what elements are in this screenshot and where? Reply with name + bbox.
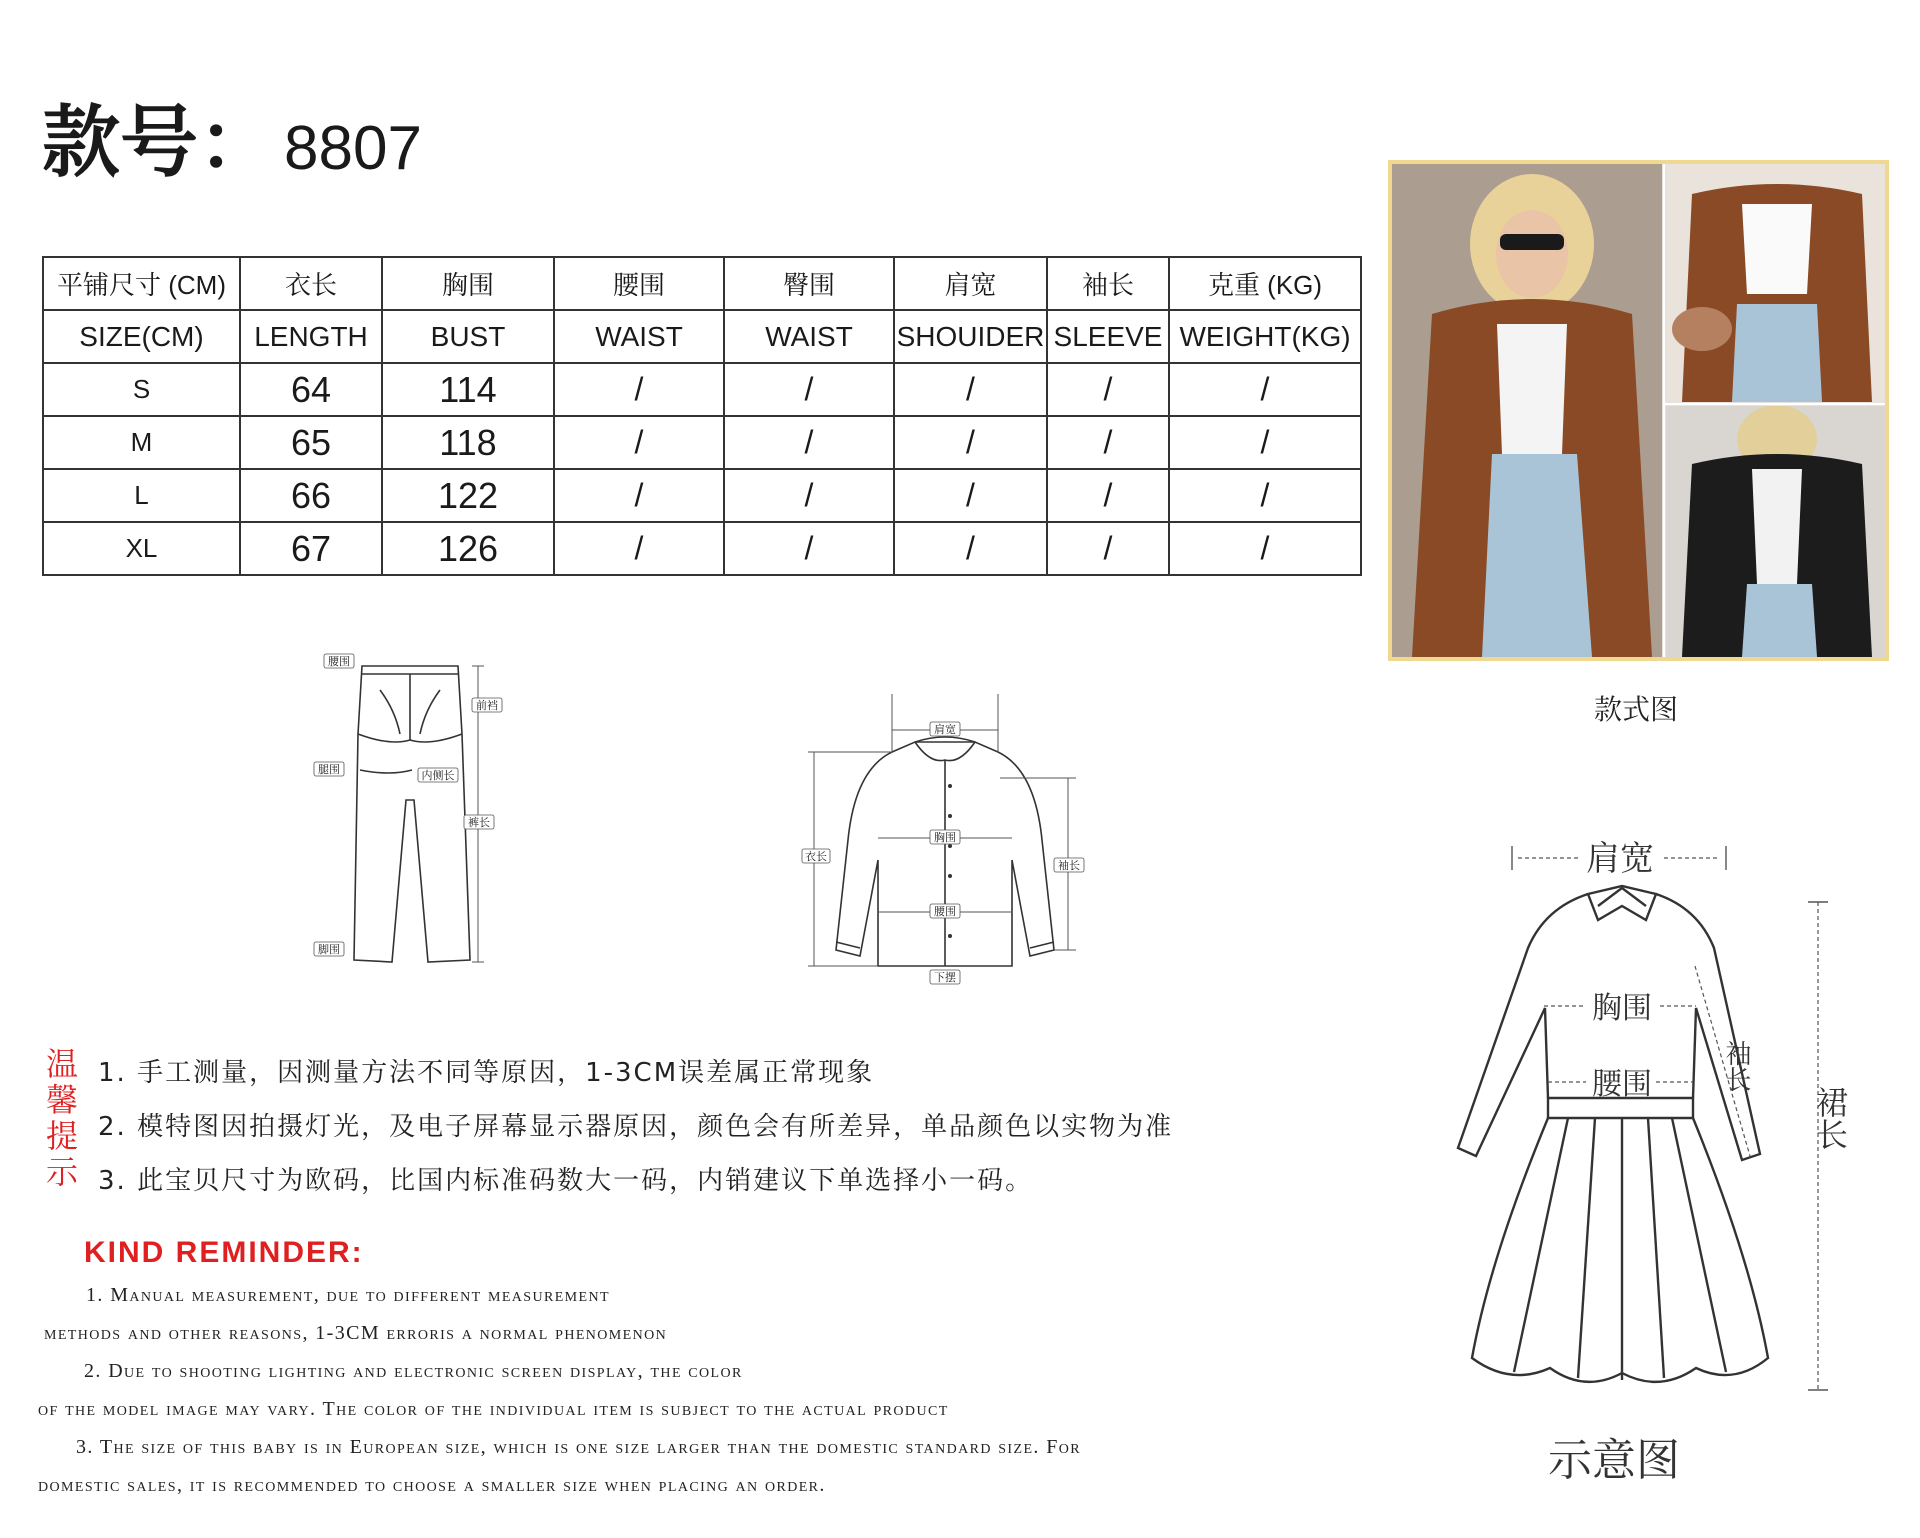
table-row: [43, 469, 1361, 522]
table-cell: /: [554, 416, 724, 469]
table-cell: /: [724, 522, 894, 575]
dress-label-sleeve: 袖长: [1721, 1040, 1751, 1092]
header-cell: WAIST: [724, 310, 894, 363]
size-cell: XL: [43, 522, 240, 575]
svg-text:肩宽: 肩宽: [934, 723, 956, 736]
table-cell: /: [894, 416, 1047, 469]
svg-text:脚围: 脚围: [318, 943, 340, 956]
table-row: [43, 416, 1361, 469]
model-photo-illustration: [1392, 164, 1885, 657]
svg-text:腰围: 腰围: [328, 655, 350, 668]
svg-text:内侧长: 内侧长: [421, 769, 455, 782]
reminder-cn-line: 1. 手工测量，因测量方法不同等原因，1-3CM误差属正常现象: [98, 1058, 875, 1088]
dress-label-length: 裙长: [1811, 1086, 1849, 1150]
shirt-label-bust: [930, 830, 960, 844]
shirt-label-shoulder: [930, 722, 960, 736]
warm-tip-char: 示: [45, 1153, 78, 1191]
pants-label-thigh: [314, 762, 344, 776]
header-cell: 平铺尺寸 (CM): [43, 257, 240, 310]
table-cell: 126: [382, 522, 554, 575]
svg-text:胸围: 胸围: [934, 831, 956, 844]
style-number-title: [42, 80, 422, 192]
header-cell: WEIGHT(KG): [1169, 310, 1361, 363]
svg-text:裤长: 裤长: [468, 816, 490, 829]
table-cell: /: [894, 363, 1047, 416]
shirt-label-hem: [930, 970, 960, 984]
header-cell: LENGTH: [240, 310, 382, 363]
warm-tip-label: [44, 1046, 80, 1190]
header-cell: WAIST: [554, 310, 724, 363]
table-cell: 67: [240, 522, 382, 575]
header-cell: SLEEVE: [1047, 310, 1169, 363]
shirt-label-sleeve: [1054, 858, 1084, 872]
dress-label-bust: 胸围: [1592, 991, 1652, 1026]
reminder-en-line: methods and other reasons, 1-3CM erroris a normal phenomenon: [44, 1322, 668, 1344]
table-cell: /: [554, 522, 724, 575]
table-cell: 66: [240, 469, 382, 522]
header-cell: 肩宽: [894, 257, 1047, 310]
reminder-en-line: 2. Due to shooting lighting and electronic screen display, the color: [84, 1360, 743, 1382]
svg-text:下摆: 下摆: [934, 971, 956, 984]
table-cell: /: [1169, 416, 1361, 469]
reminder-en-line: of the model image may vary. The color of the individual item is subject to the actual product: [38, 1398, 949, 1420]
pants-label-front-rise: [472, 698, 502, 712]
dress-label-shoulder: 肩宽: [1586, 839, 1654, 879]
reminder-en-line: 3. The size of this baby is in European size, which is one size larger than the domestic standard size. For: [76, 1436, 1081, 1458]
size-cell: S: [43, 363, 240, 416]
table-header-cn: [43, 257, 1361, 310]
header-cell: BUST: [382, 310, 554, 363]
header-cell: SHOUIDER: [894, 310, 1047, 363]
table-cell: /: [1169, 363, 1361, 416]
table-cell: /: [724, 363, 894, 416]
table-cell: 114: [382, 363, 554, 416]
pants-diagram: [310, 650, 510, 980]
dress-label-waist: 腰围: [1592, 1067, 1652, 1102]
header-cell: 衣长: [240, 257, 382, 310]
dress-diagram: [1450, 838, 1849, 1398]
photo-caption: 款式图: [1594, 693, 1679, 726]
svg-text:腰围: 腰围: [934, 905, 956, 918]
reminder-en-line: domestic sales, it is recommended to choose a smaller size when placing an order.: [38, 1474, 826, 1496]
table-row: [43, 522, 1361, 575]
reminder-en-line: 1. Manual measurement, due to different measurement: [86, 1284, 610, 1306]
dress-diagram-caption: 示意图: [1548, 1435, 1680, 1486]
header-cell: 胸围: [382, 257, 554, 310]
model-photo-collage: [1388, 160, 1889, 661]
warm-tip-char: 提: [45, 1117, 78, 1155]
table-cell: /: [724, 469, 894, 522]
table-row: [43, 363, 1361, 416]
pants-label-inseam: [418, 768, 458, 782]
svg-text:前裆: 前裆: [476, 699, 498, 712]
table-cell: /: [554, 469, 724, 522]
table-cell: 122: [382, 469, 554, 522]
svg-text:袖长: 袖长: [1058, 859, 1080, 872]
table-header-en: [43, 310, 1361, 363]
warm-tip-char: 温: [45, 1045, 78, 1083]
shirt-diagram: [800, 690, 1090, 990]
table-cell: /: [1047, 416, 1169, 469]
size-cell: L: [43, 469, 240, 522]
shirt-label-waist: [930, 904, 960, 918]
style-number-value: 8807: [284, 114, 422, 183]
header-cell: 臀围: [724, 257, 894, 310]
kind-reminder-title: KIND REMINDER:: [84, 1236, 364, 1269]
reminder-cn-line: 2. 模特图因拍摄灯光，及电子屏幕显示器原因，颜色会有所差异，单品颜色以实物为准: [98, 1112, 1174, 1142]
warm-tip-char: 馨: [45, 1081, 78, 1119]
size-cell: M: [43, 416, 240, 469]
table-cell: /: [894, 469, 1047, 522]
table-cell: /: [1169, 522, 1361, 575]
style-number-label: 款号：: [42, 98, 277, 188]
pants-label-leg-opening: [314, 942, 344, 956]
table-cell: /: [554, 363, 724, 416]
table-cell: 118: [382, 416, 554, 469]
table-cell: /: [1047, 363, 1169, 416]
table-cell: /: [894, 522, 1047, 575]
shirt-label-length: [802, 849, 830, 863]
header-cell: 腰围: [554, 257, 724, 310]
svg-text:衣长: 衣长: [805, 850, 827, 863]
pants-label-waist: [324, 654, 354, 668]
table-cell: /: [724, 416, 894, 469]
table-cell: 64: [240, 363, 382, 416]
table-cell: /: [1047, 469, 1169, 522]
reminder-cn-line: 3. 此宝贝尺寸为欧码，比国内标准码数大一码，内销建议下单选择小一码。: [98, 1166, 1034, 1196]
table-cell: /: [1169, 469, 1361, 522]
table-cell: /: [1047, 522, 1169, 575]
svg-text:腿围: 腿围: [318, 763, 340, 776]
table-cell: 65: [240, 416, 382, 469]
size-table: [42, 256, 1362, 576]
header-cell: 克重 (KG): [1169, 257, 1361, 310]
header-cell: SIZE(CM): [43, 310, 240, 363]
header-cell: 袖长: [1047, 257, 1169, 310]
pants-label-length: [464, 815, 494, 829]
